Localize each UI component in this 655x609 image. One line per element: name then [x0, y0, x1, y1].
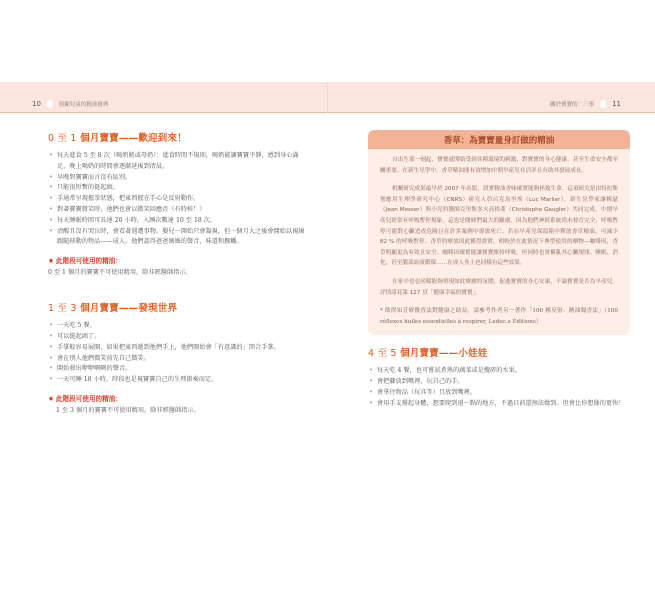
page-gutter: [327, 82, 328, 113]
left-page: [48, 130, 310, 416]
page-number-right: 11: [612, 100, 621, 108]
paragraph: 相關研究成果最早於 2007 年出版，證實精油香味確實能夠拯救生命。這項研究是由特拉斯堡應用生理學研究中心（CNRS）研究人員呂克馬里埃（Luc Marlier）、新生兒學家讓梅瑟（Jean Messer）與小兒科醫師克里斯多夫高格萊（Christophe Gaugler）共同完成。中期早產兒經常有呼吸暫停現象，這也是醫師們最大的顧慮，因為他們神經系統尚未發育完全，呼吸暫停可能對心臟造成危險且在許多案例中導致死亡。若在早產兒保溫箱中釋放香草精油，可減少 82 % 的呼吸暫停。香草的療效因此獲得證實，相較於在此情況下典型使用的藥物—咖啡因，香草明顯更為有效且安全。咖啡因確實能讓寶寶維持呼吸，但同時也會擾亂其心臟規律、睡眠、消化，甚至腦部血液循環……在成人身上也同樣有這些效果。: [380, 186, 618, 267]
list-item: • 每天吃 4 餐，也可嘗試煮熟的蔬菜或是攪碎的水果。: [368, 366, 630, 377]
vanilla-sidebar-box: [368, 130, 630, 335]
right-page: [368, 130, 630, 410]
list-item: • 早晚對寶寶而言沒有區別。: [48, 173, 310, 184]
list-item: • 對著寶寶微笑時，他們也會以微笑回應否（有時候！）: [48, 205, 310, 216]
paragraph: 自出生那一刻起，寶寶就開始受到各種環境的刺激，對寶寶的身心健康，甚至生命安全都至關重要。在新生兒學中，香草精油能有效增加中期早產兒存活率且有助其發展成長。: [380, 157, 618, 174]
oil-text: 0 至 1 個月的寶寶不可使用精用，除非經醫師指示。: [48, 269, 192, 277]
list-item: • 每天睡眠時間可長達 20 小時，入睡次數達 10 至 18 次。: [48, 216, 310, 227]
list-item: • 只能很短暫的挺起頭。: [48, 183, 310, 194]
oil-text: 1 至 3 個月的寶寶不可使用精用，除非經醫師指示。: [56, 406, 200, 414]
list-item: • 一天吃 5 餐。: [48, 321, 310, 332]
list-item: • 會把腳放到嘴裡，玩自己的手。: [368, 377, 630, 388]
paragraph: 在家中也也同樣能夠重現如此療癒的氛圍，促進寶寶的身心安康，不論寶寶是否為早產兒。詳情請見第 127 頁「健康幸福的寶寶」。: [380, 278, 618, 296]
milestone-list-0-1-month: [48, 151, 310, 248]
list-item: • 會在別人他們微笑前先自己微笑。: [48, 354, 310, 365]
list-item: • 清醒且沒有哭泣時，會看著週遭事物。嬰兒一開始只會凝視，但一個月大之後會開始以視線跟隨移動的物品——成人。他們認得爸爸媽媽的聲音，味道和撫觸。: [48, 227, 310, 249]
list-item: • 開始發出咿咿啊啊的聲音。: [48, 364, 310, 375]
section-title-0-1-month: 0 至 1 個月寶寶——歡迎到來！: [48, 133, 187, 144]
droplet-icon: [47, 100, 53, 108]
running-title-right: 關於寶寶的二三事: [550, 102, 595, 108]
milestone-list-4-5-month: [368, 366, 630, 409]
list-item: • 手通常呈現握拳狀態，把東西握在手心是反射動作。: [48, 194, 310, 205]
list-item: • 會用手支撐起身體，想要爬到遠一點的地方，不過目前還無法做到。但會比你想像的更快！: [368, 399, 630, 410]
list-item: • 可以挺起頭了。: [48, 332, 310, 343]
list-item: • 會拿住物品（玩具等）且放到嘴裡。: [368, 388, 630, 399]
section-title-4-5-month: 4 至 5 個月寶寶——小娃娃: [368, 348, 488, 360]
footnote: * 欲得知芳療醫香法對健康之助益，請參考作者另一著作「100 種反射：精油聞香法」（100 réflexes huiles essentielles à respirer, Leduc.s Éditions）: [380, 308, 618, 325]
page-number-left: 10: [32, 100, 41, 108]
drop-marker-icon: ♦: [48, 394, 54, 403]
oil-heading: ♦ 此階段可使用的精油：: [48, 257, 122, 266]
sidebar-box-body: [368, 149, 630, 335]
sidebar-box-title: 香草：為寶寶量身訂做的精油: [368, 130, 630, 149]
list-item: • 手掌較容易展開，如果把東西遞到他們手上，他們開始會「有意識的」閉合手掌。: [48, 343, 310, 354]
milestone-list-1-3-month: [48, 321, 310, 386]
right-running-header: [550, 100, 621, 108]
left-running-header: [32, 100, 108, 108]
list-item: • 一天可睡 18 小時，時段也是視寶寶自己的生理節奏而定。: [48, 375, 310, 386]
droplet-icon: [600, 100, 606, 108]
running-title-left: 照顧兒童的精油寶典: [58, 102, 109, 108]
section-title-1-3-month: 1 至 3 個月寶寶——發現世界: [48, 303, 178, 315]
book-spread: [0, 82, 655, 482]
oil-heading: ♦ 此階段可使用的精油：: [48, 394, 122, 403]
drop-marker-icon: ♦: [48, 257, 54, 266]
list-item: • 每天進食 5 至 8 次（喝奶瓶或母奶）：進食時間不規則，喝奶能讓寶寶平靜，感到身心滿足，晚上喝奶的時間會逐漸延後到清晨。: [48, 151, 310, 173]
